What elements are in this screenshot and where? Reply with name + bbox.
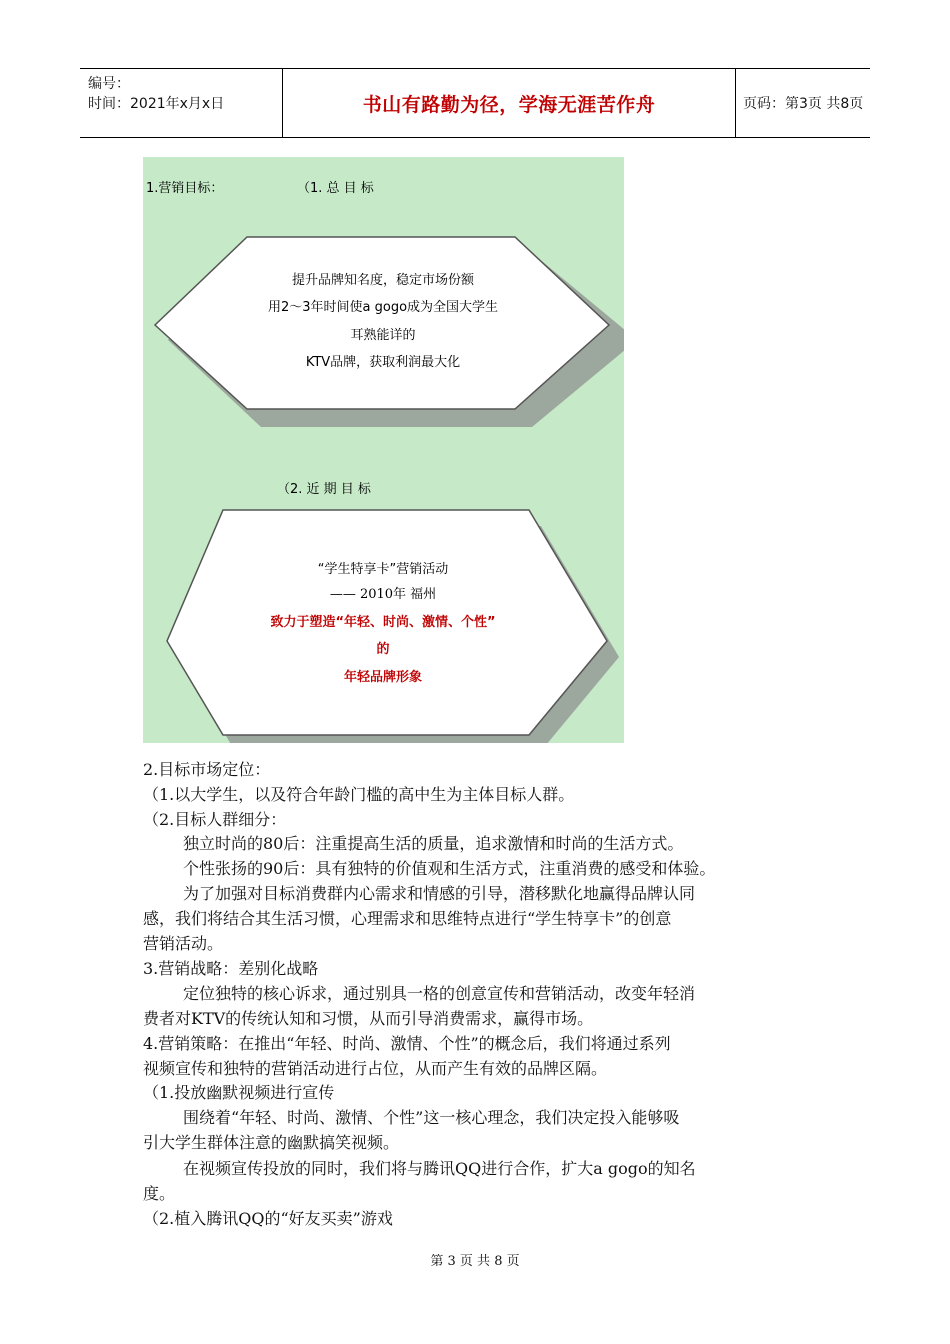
body-line: 在视频宣传投放的同时，我们将与腾讯QQ进行合作，扩大a gogo的知名	[183, 1159, 696, 1178]
goal2-red-line: 年轻品牌形象	[343, 670, 423, 685]
header-info-cell	[80, 69, 282, 137]
body-line: （1.投放幽默视频进行宣传	[143, 1083, 335, 1102]
page-label: 页码：第3页 共8页	[743, 96, 864, 112]
body-line: 引大学生群体注意的幽默搞笑视频。	[143, 1133, 400, 1152]
body-line: 营销活动。	[143, 934, 224, 953]
body-line: 度。	[143, 1184, 176, 1203]
body-line: （2.植入腾讯QQ的“好友买卖”游戏	[143, 1209, 393, 1228]
goal1-hexagon	[155, 237, 609, 409]
body-line: （2.目标人群细分：	[143, 810, 287, 829]
goals-diagram	[143, 157, 624, 743]
goal1-line: 耳熟能详的	[350, 328, 416, 343]
date-label: 时间：2021年x月x日	[88, 96, 225, 112]
body-line: （1.以大学生，以及符合年龄门槛的高中生为主体目标人群。	[143, 785, 575, 804]
body-line: 视频宣传和独特的营销活动进行占位，从而产生有效的品牌区隔。	[143, 1059, 608, 1078]
goal1-line: KTV品牌，获取利润最大化	[305, 355, 461, 370]
goal2-red-line: 致力于塑造“年轻、时尚、激情、个性”	[270, 615, 496, 630]
body-line: 2.目标市场定位：	[143, 760, 271, 779]
header-page-cell	[735, 69, 870, 137]
goal1-title: （1. 总 目 标	[297, 181, 374, 196]
goal2-red-line: 的	[376, 642, 390, 657]
body-line: 定位独特的核心诉求，通过别具一格的创意宣传和营销活动，改变年轻消	[183, 984, 696, 1003]
body-line: 个性张扬的90后：具有独特的价值观和生活方式，注重消费的感受和体验。	[183, 859, 716, 878]
number-label: 编号：	[88, 76, 130, 92]
body-line: 费者对KTV的传统认知和习惯，从而引导消费需求，赢得市场。	[143, 1009, 594, 1028]
body-line: 为了加强对目标消费群内心需求和情感的引导，潜移默化地赢得品牌认同	[183, 884, 696, 903]
goal1-line: 提升品牌知名度，稳定市场份额	[291, 273, 475, 288]
goal2-line: “学生特享卡”营销活动	[317, 562, 449, 577]
goal2-line: —— 2010年 福州	[329, 587, 437, 602]
header-motto-cell	[282, 69, 736, 137]
body-line: 围绕着“年轻、时尚、激情、个性”这一核心理念，我们决定投入能够吸	[183, 1108, 680, 1127]
section-title: 1.营销目标：	[146, 181, 224, 196]
goal1-line: 用2～3年时间使a gogo成为全国大学生	[267, 300, 499, 315]
body-line: 3.营销战略：差别化战略	[143, 959, 319, 978]
page-header	[80, 68, 870, 138]
motto: 书山有路勤为径，学海无涯苦作舟	[362, 93, 656, 116]
body-line: 4.营销策略：在推出“年轻、时尚、激情、个性”的概念后，我们将通过系列	[143, 1034, 671, 1053]
marketing-goals-figure	[143, 157, 624, 743]
goal2-title: （2. 近 期 目 标	[277, 482, 371, 497]
body-line: 独立时尚的80后：注重提高生活的质量，追求激情和时尚的生活方式。	[183, 834, 684, 853]
page-footer: 第 3 页 共 8 页	[430, 1254, 520, 1269]
body-line: 感，我们将结合其生活习惯，心理需求和思维特点进行“学生特享卡”的创意	[143, 909, 672, 928]
